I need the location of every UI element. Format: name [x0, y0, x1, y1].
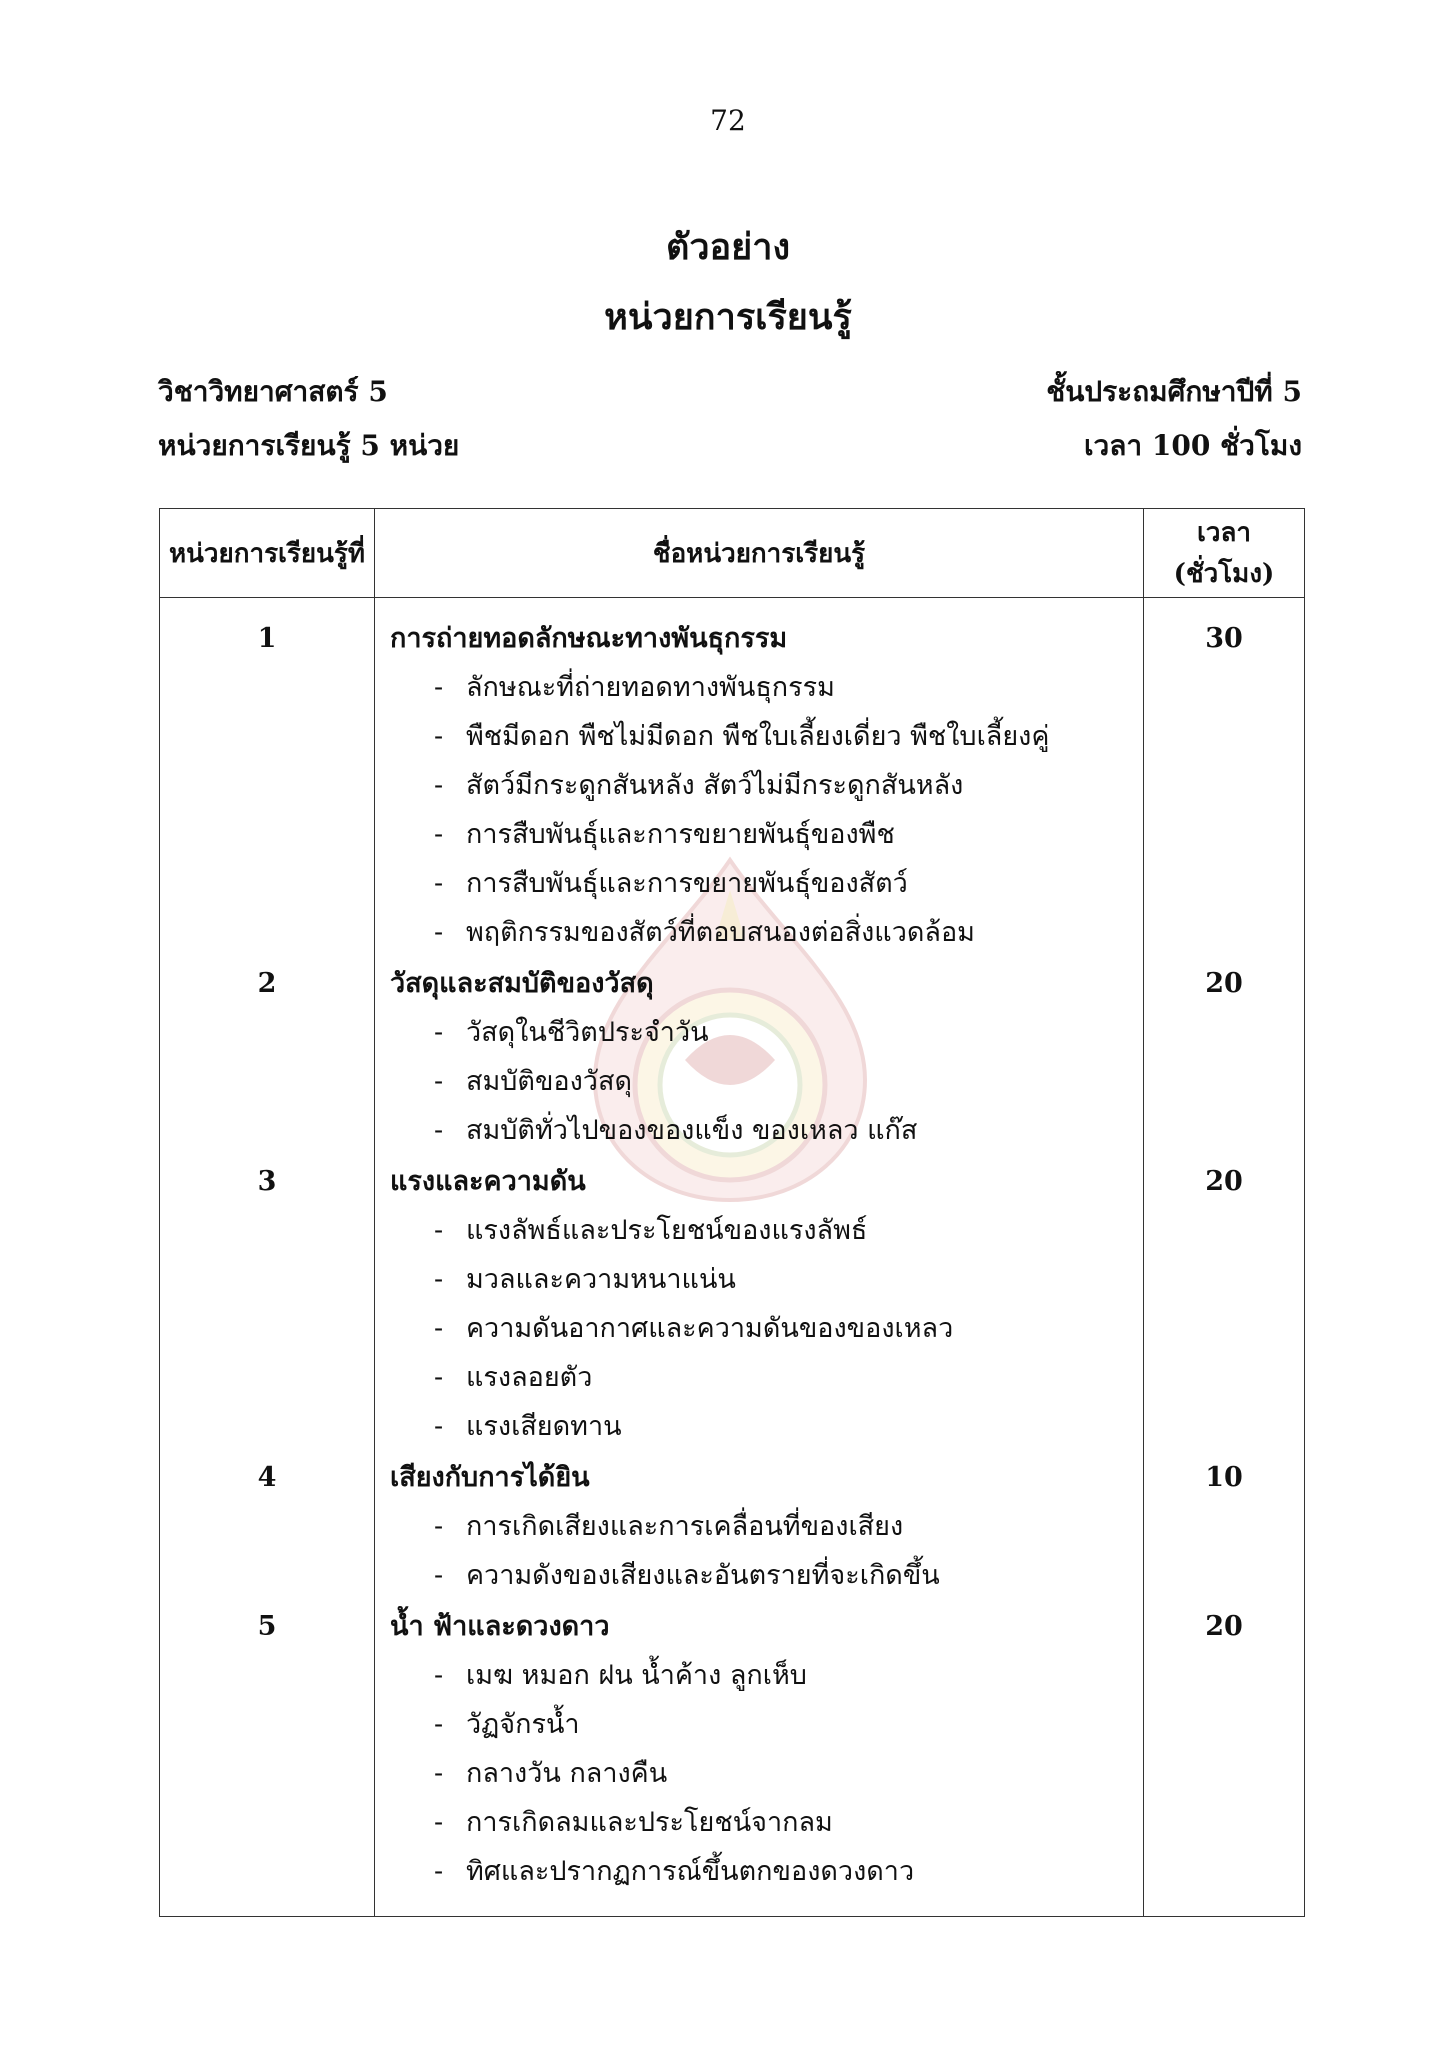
topic-item — [376, 712, 1142, 761]
topic-text: เมฆ หมอก ฝน น้ำค้าง ลูกเห็บ — [466, 1660, 807, 1691]
unit-number: 2 — [257, 968, 277, 999]
topic-text: มวลและความหนาแน่น — [466, 1264, 736, 1295]
topic-item — [376, 1502, 1142, 1551]
table-row — [160, 958, 1305, 1156]
topic-text: แรงลัพธ์และประโยชน์ของแรงลัพธ์ — [466, 1215, 868, 1246]
table-row — [160, 598, 1305, 959]
bullet-dash: - — [434, 1411, 444, 1442]
table-row — [160, 1156, 1305, 1452]
bullet-dash: - — [434, 1807, 444, 1838]
topic-item — [376, 1106, 1142, 1155]
topic-text: พฤติกรรมของสัตว์ที่ตอบสนองต่อสิ่งแวดล้อม — [466, 917, 975, 948]
topic-text: สัตว์มีกระดูกสันหลัง สัตว์ไม่มีกระดูกสันหลัง — [466, 770, 964, 801]
unit-name: น้ำ ฟ้าและดวงดาว — [390, 1611, 610, 1642]
bullet-dash: - — [434, 1313, 444, 1344]
topic-text: สมบัติทั่วไปของของแข็ง ของเหลว แก๊ส — [466, 1115, 918, 1146]
topic-item — [376, 1847, 1142, 1896]
document-subtitle: หน่วยการเรียนรู้ — [604, 296, 852, 338]
topic-item — [376, 810, 1142, 859]
unit-number-cell — [160, 958, 375, 1156]
topic-item — [376, 1749, 1142, 1798]
topic-item — [376, 1008, 1142, 1057]
unit-number: 5 — [257, 1611, 277, 1642]
bullet-dash: - — [434, 1660, 444, 1691]
unit-hours: 10 — [1205, 1462, 1243, 1493]
topic-text: วัฏจักรน้ำ — [466, 1709, 580, 1740]
unit-number-cell — [160, 1452, 375, 1601]
bullet-dash: - — [434, 819, 444, 850]
topic-text: ทิศและปรากฏการณ์ขึ้นตกของดวงดาว — [466, 1856, 915, 1887]
topic-item — [376, 1304, 1142, 1353]
hours-cell — [1144, 1601, 1305, 1917]
topic-item — [376, 1353, 1142, 1402]
topic-text: แรงลอยตัว — [466, 1362, 593, 1393]
table-header-row — [160, 509, 1305, 598]
unit-name: วัสดุและสมบัติของวัสดุ — [390, 968, 654, 999]
topic-item — [376, 1255, 1142, 1304]
unit-number-cell — [160, 1156, 375, 1452]
topic-text: แรงเสียดทาน — [466, 1411, 622, 1442]
unit-number-cell — [160, 1601, 375, 1917]
topic-item — [376, 859, 1142, 908]
bullet-dash: - — [434, 1362, 444, 1393]
document-title: ตัวอย่าง — [665, 226, 791, 268]
bullet-dash: - — [434, 917, 444, 948]
bullet-dash: - — [434, 1511, 444, 1542]
topic-text: ความดังของเสียงและอันตรายที่จะเกิดขึ้น — [466, 1560, 940, 1591]
hours-cell — [1144, 1452, 1305, 1601]
topic-item — [376, 1057, 1142, 1106]
topic-text: การเกิดเสียงและการเคลื่อนที่ของเสียง — [466, 1511, 904, 1542]
topic-text: การสืบพันธุ์และการขยายพันธุ์ของพืช — [466, 819, 895, 850]
bullet-dash: - — [434, 1758, 444, 1789]
bullet-dash: - — [434, 1560, 444, 1591]
topic-text: สมบัติของวัสดุ — [466, 1066, 632, 1097]
unit-hours: 30 — [1205, 623, 1243, 654]
bullet-dash: - — [434, 1115, 444, 1146]
topic-text: การเกิดลมและประโยชน์จากลม — [466, 1807, 833, 1838]
topic-item — [376, 1651, 1142, 1700]
topic-text: พืชมีดอก พืชไม่มีดอก พืชใบเลี้ยงเดี่ยว พืชใบเลี้ยงคู่ — [466, 721, 1050, 752]
unit-hours: 20 — [1205, 1166, 1243, 1197]
subject-label: วิชาวิทยาศาสตร์ 5 — [158, 375, 388, 408]
topic-item — [376, 1402, 1142, 1451]
topic-text: ความดันอากาศและความดันของของเหลว — [466, 1313, 954, 1344]
bullet-dash: - — [434, 1017, 444, 1048]
unit-hours: 20 — [1205, 968, 1243, 999]
bullet-dash: - — [434, 1066, 444, 1097]
unit-number: 4 — [257, 1462, 277, 1493]
bullet-dash: - — [434, 1215, 444, 1246]
topic-item — [376, 1551, 1142, 1600]
topic-item — [376, 1206, 1142, 1255]
table-row — [160, 1452, 1305, 1601]
topic-text: การสืบพันธุ์และการขยายพันธุ์ของสัตว์ — [466, 868, 908, 899]
bullet-dash: - — [434, 1264, 444, 1295]
topic-text: กลางวัน กลางคืน — [466, 1758, 668, 1789]
hours-cell — [1144, 598, 1305, 959]
topic-text: วัสดุในชีวิตประจำวัน — [466, 1017, 709, 1048]
table-row — [160, 1601, 1305, 1917]
unit-content-cell — [375, 1601, 1144, 1917]
unit-content-cell — [375, 1452, 1144, 1601]
topic-item — [376, 908, 1142, 957]
bullet-dash: - — [434, 1709, 444, 1740]
unit-content-cell — [375, 958, 1144, 1156]
unit-name: เสียงกับการได้ยิน — [390, 1462, 590, 1493]
topic-item — [376, 663, 1142, 712]
header-unit-number: หน่วยการเรียนรู้ที่ — [160, 509, 375, 598]
header-hours: เวลา (ชั่วโมง) — [1144, 509, 1305, 598]
unit-name: การถ่ายทอดลักษณะทางพันธุกรรม — [390, 623, 788, 654]
bullet-dash: - — [434, 672, 444, 703]
page-number: 72 — [710, 104, 746, 137]
topic-text: ลักษณะที่ถ่ายทอดทางพันธุกรรม — [466, 672, 835, 703]
unit-hours: 20 — [1205, 1611, 1243, 1642]
bullet-dash: - — [434, 770, 444, 801]
topic-item — [376, 761, 1142, 810]
grade-label: ชั้นประถมศึกษาปีที่ 5 — [1046, 375, 1302, 408]
unit-number-cell — [160, 598, 375, 959]
unit-content-cell — [375, 598, 1144, 959]
total-time-label: เวลา 100 ชั่วโมง — [1083, 429, 1302, 462]
bullet-dash: - — [434, 1856, 444, 1887]
hours-cell — [1144, 1156, 1305, 1452]
topic-item — [376, 1700, 1142, 1749]
units-count-label: หน่วยการเรียนรู้ 5 หน่วย — [158, 429, 460, 462]
unit-number: 3 — [257, 1166, 277, 1197]
header-unit-name: ชื่อหน่วยการเรียนรู้ — [375, 509, 1144, 598]
unit-name: แรงและความดัน — [390, 1166, 586, 1197]
hours-cell — [1144, 958, 1305, 1156]
topic-item — [376, 1798, 1142, 1847]
unit-number: 1 — [257, 623, 277, 654]
bullet-dash: - — [434, 721, 444, 752]
unit-content-cell — [375, 1156, 1144, 1452]
bullet-dash: - — [434, 868, 444, 899]
units-table — [159, 508, 1305, 1917]
